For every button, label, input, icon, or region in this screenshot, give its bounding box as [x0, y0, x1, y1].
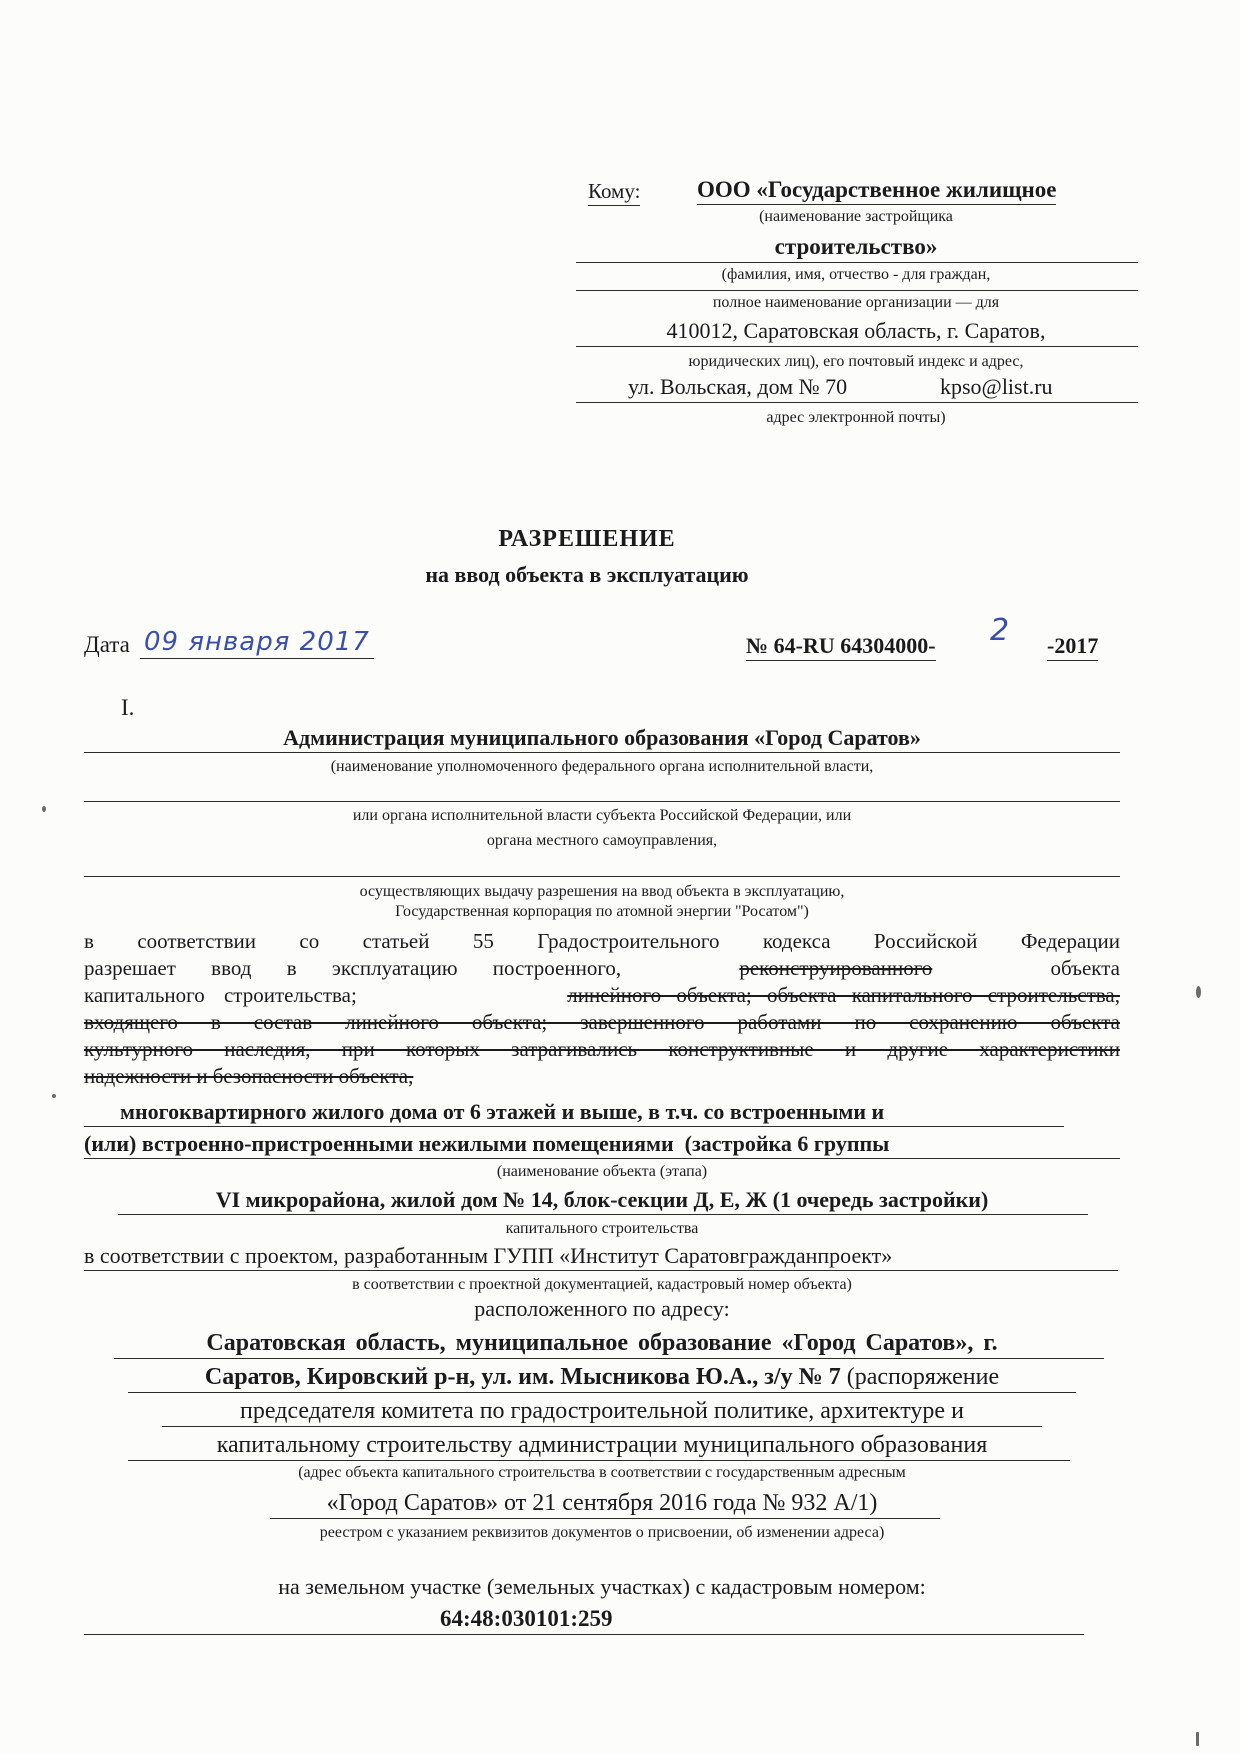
address-line-5: «Город Саратов» от 21 сентября 2016 года № 932 А/1)	[326, 1490, 878, 1516]
paragraph-line-3-text: капитального строительства;	[84, 983, 357, 1007]
project-underline	[84, 1270, 1118, 1271]
located-label: расположенного по адресу:	[474, 1296, 730, 1321]
recipient-hint-5: адрес электронной почты)	[766, 409, 946, 426]
paragraph-line-2-struck: реконструированного	[739, 956, 933, 980]
recipient-address-line2: ул. Вольская, дом № 70	[628, 374, 848, 399]
permit-number-handwritten: 2	[990, 613, 1011, 648]
recipient-underline-2	[576, 290, 1138, 291]
address-underline-1	[114, 1358, 1104, 1359]
paragraph-line-1: в соответствии со статьей 55 Градостроительного кодекса Российской Федерации	[84, 929, 1120, 953]
recipient-name-line1: ООО «Государственное жилищное	[697, 176, 1056, 205]
paragraph-line-2-end: объекта	[1050, 956, 1120, 980]
address-line-3: председателя комитета по градостроительной политике, архитектуре и	[240, 1398, 964, 1424]
permit-number-suffix: -2017	[1047, 632, 1098, 661]
scan-speck	[42, 806, 46, 812]
object-underline-2	[84, 1158, 1120, 1159]
recipient-underline-3	[576, 346, 1138, 347]
object-line-3: VI микрорайона, жилой дом № 14, блок-секции Д, Е, Ж (1 очередь застройки)	[215, 1187, 989, 1212]
project-hint: в соответствии с проектной документацией, кадастровый номер объекта)	[352, 1276, 852, 1293]
authority-hint-2: или органа исполнительной власти субъекта Российской Федерации, или	[352, 807, 852, 824]
date-handwritten: 09 января 2017	[140, 626, 374, 659]
document-title: РАЗРЕШЕНИЕ	[498, 526, 676, 552]
recipient-to-label: Кому:	[588, 178, 640, 206]
authority-hint-4: осуществляющих выдачу разрешения на ввод объекта в эксплуатацию,	[359, 883, 845, 900]
paragraph-line-3-struck: линейного объекта; объекта капитального строительства,	[567, 983, 1120, 1007]
recipient-hint-3: полное наименование организации — для	[712, 294, 1000, 311]
object-underline-1	[84, 1126, 1064, 1127]
object-line-2: (или) встроенно-пристроенными нежилыми помещениями (застройка 6 группы	[84, 1131, 890, 1156]
recipient-email: kpso@list.ru	[940, 374, 1053, 399]
document-subtitle: на ввод объекта в эксплуатацию	[425, 562, 749, 587]
recipient-hint-1: (наименование застройщика	[759, 208, 953, 225]
scan-speck	[1196, 1732, 1199, 1746]
section-roman-numeral: I.	[121, 695, 135, 720]
recipient-name-line2: строительство»	[774, 234, 938, 259]
authority-hint-1: (наименование уполномоченного федерального органа исполнительной власти,	[330, 758, 874, 775]
paragraph-line-3	[84, 982, 1120, 1009]
scan-speck	[52, 1094, 56, 1098]
paragraph-line-2-text: разрешает ввод в эксплуатацию построенного,	[84, 956, 622, 980]
address-line-2-bold: Саратов, Кировский р-н, ул. им. Мысникова Ю.А., з/у № 7	[204, 1364, 841, 1390]
authority-name: Администрация муниципального образования «Город Саратов»	[283, 725, 921, 750]
recipient-address-line1: 410012, Саратовская область, г. Саратов,	[666, 318, 1046, 343]
recipient-underline-4	[576, 402, 1138, 403]
address-line-2-rest: (распоряжение	[846, 1364, 1000, 1390]
capital-hint: капитального строительства	[505, 1220, 699, 1237]
address-line-2	[84, 1362, 1120, 1392]
address-line-1: Саратовская область, муниципальное образование «Город Саратов», г.	[206, 1330, 998, 1356]
address-underline-4	[128, 1460, 1070, 1461]
address-line-4: капитальному строительству администрации муниципального образования	[216, 1432, 988, 1458]
object-hint: (наименование объекта (этапа)	[496, 1163, 708, 1180]
object-underline-3	[118, 1214, 1088, 1215]
project-line: в соответствии с проектом, разработанным ГУПП «Институт Саратовгражданпроект»	[84, 1243, 893, 1268]
recipient-underline-1	[576, 262, 1138, 263]
address-underline-3	[162, 1426, 1042, 1427]
cadastral-number: 64:48:030101:259	[440, 1606, 613, 1631]
permit-number-prefix: № 64-RU 64304000-	[746, 632, 936, 661]
authority-underline-1	[84, 752, 1120, 753]
object-line-1: многоквартирного жилого дома от 6 этажей и выше, в т.ч. со встроенными и	[120, 1099, 885, 1124]
authority-hint-5: Государственная корпорация по атомной энергии "Росатом")	[395, 903, 809, 920]
authority-underline-2	[84, 801, 1120, 802]
address-hint-1: (адрес объекта капитального строительства в соответствии с государственным адресным	[298, 1464, 906, 1481]
paragraph-line-4: входящего в состав линейного объекта; завершенного работами по сохранению объекта	[84, 1010, 1120, 1034]
cadastral-underline	[84, 1634, 1084, 1635]
recipient-hint-4: юридических лиц), его почтовый индекс и адрес,	[688, 353, 1024, 370]
paragraph-line-6: надежности и безопасности объекта,	[84, 1064, 414, 1088]
authority-hint-3: органа местного самоуправления,	[486, 832, 718, 849]
date-label: Дата	[84, 632, 130, 657]
scan-speck	[1196, 986, 1201, 998]
paragraph-line-5: культурного наследия, при которых затрагивались конструктивные и другие характеристики	[84, 1037, 1120, 1061]
recipient-hint-2: (фамилия, имя, отчество - для граждан,	[721, 266, 991, 283]
address-underline-2	[128, 1392, 1076, 1393]
address-hint-2: реестром с указанием реквизитов документов о присвоении, об изменении адреса)	[319, 1524, 885, 1541]
land-label: на земельном участке (земельных участках) с кадастровым номером:	[278, 1574, 926, 1599]
address-underline-5	[270, 1518, 940, 1519]
authority-underline-3	[84, 876, 1120, 877]
paragraph-line-2	[84, 955, 1120, 982]
